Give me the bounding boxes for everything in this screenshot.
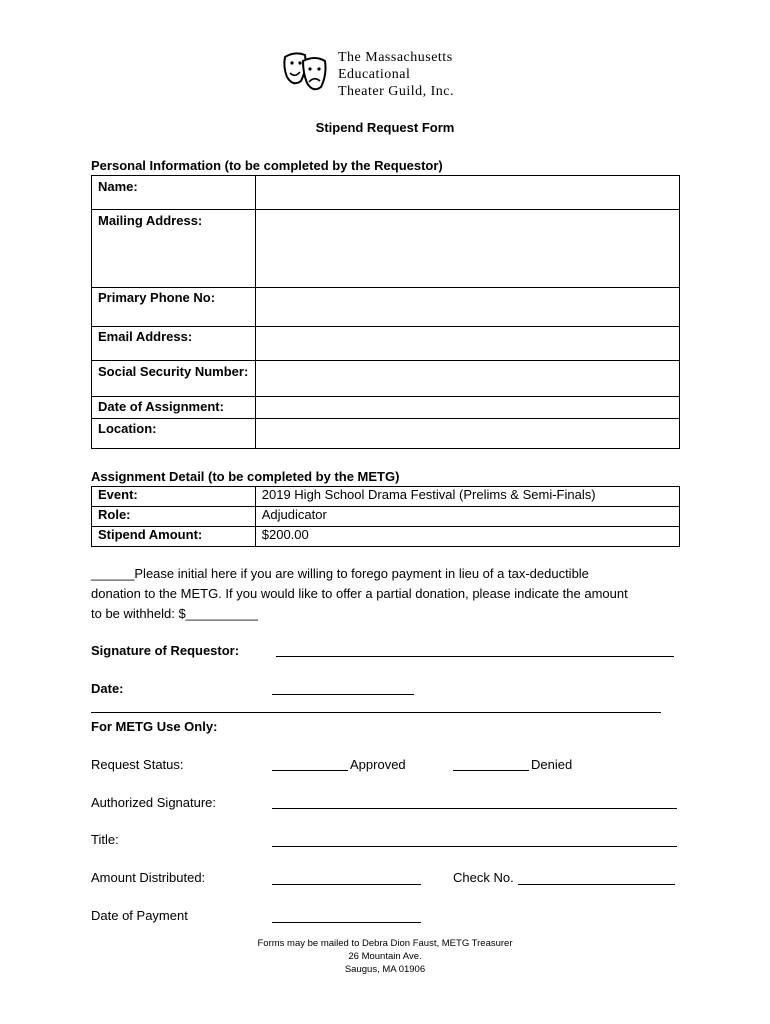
mailing-address-label: Mailing Address:	[92, 210, 256, 288]
ssn-field[interactable]	[255, 361, 679, 397]
table-row	[92, 527, 680, 547]
primary-phone-field[interactable]	[255, 288, 679, 327]
signature-line[interactable]	[276, 656, 674, 657]
name-field[interactable]	[255, 176, 679, 210]
stipend-amount-label: Stipend Amount:	[92, 527, 256, 547]
footer-street: 26 Mountain Ave.	[348, 951, 422, 962]
mailing-address-field[interactable]	[255, 210, 679, 288]
table-row	[92, 419, 680, 449]
signature-label: Signature of Requestor:	[91, 643, 240, 658]
primary-phone-label: Primary Phone No:	[92, 288, 256, 327]
title-line[interactable]	[272, 846, 677, 847]
metg-use-heading: For METG Use Only:	[91, 719, 218, 734]
donation-line-3: to be withheld: $__________	[91, 606, 258, 621]
authorized-signature-line[interactable]	[272, 808, 677, 809]
check-no-label: Check No.	[453, 870, 514, 885]
date-of-assignment-label: Date of Assignment:	[92, 397, 256, 419]
amount-distributed-label: Amount Distributed:	[91, 870, 206, 885]
personal-info-heading: Personal Information (to be completed by the Requestor)	[91, 158, 443, 173]
date-of-assignment-field[interactable]	[255, 397, 679, 419]
table-row	[92, 327, 680, 361]
footer-mail-to: Forms may be mailed to Debra Dion Faust, METG Treasurer	[257, 938, 513, 949]
assignment-detail-heading: Assignment Detail (to be completed by the METG)	[91, 469, 400, 484]
authorized-signature-label: Authorized Signature:	[91, 795, 217, 810]
title-label: Title:	[91, 832, 119, 847]
request-status-label: Request Status:	[91, 757, 184, 772]
event-value: 2019 High School Drama Festival (Prelims & Semi-Finals)	[255, 487, 679, 507]
date-label: Date:	[91, 681, 124, 696]
location-field[interactable]	[255, 419, 679, 449]
role-value: Adjudicator	[255, 507, 679, 527]
email-address-field[interactable]	[255, 327, 679, 361]
date-line[interactable]	[272, 694, 414, 695]
stipend-amount-value: $200.00	[255, 527, 679, 547]
table-row	[92, 176, 680, 210]
table-row	[92, 288, 680, 327]
email-address-label: Email Address:	[92, 327, 256, 361]
assignment-detail-table	[91, 486, 680, 547]
ssn-label: Social Security Number:	[92, 361, 256, 397]
denied-line[interactable]	[453, 770, 529, 771]
form-title: Stipend Request Form	[315, 120, 455, 135]
org-name-line2: Educational	[338, 67, 411, 82]
approved-line[interactable]	[272, 770, 348, 771]
section-divider	[91, 712, 661, 713]
table-row	[92, 361, 680, 397]
location-label: Location:	[92, 419, 256, 449]
check-no-line[interactable]	[518, 884, 675, 885]
donation-line-2: donation to the METG. If you would like to offer a partial donation, please indicate the amount	[91, 586, 628, 601]
amount-distributed-line[interactable]	[272, 884, 421, 885]
date-of-payment-line[interactable]	[272, 922, 421, 923]
org-name-line1: The Massachusetts	[338, 50, 453, 65]
table-row	[92, 507, 680, 527]
org-name-line3: Theater Guild, Inc.	[338, 84, 455, 99]
table-row	[92, 210, 680, 288]
denied-label: Denied	[531, 757, 573, 772]
table-row	[92, 487, 680, 507]
table-row	[92, 397, 680, 419]
name-label: Name:	[92, 176, 256, 210]
date-of-payment-label: Date of Payment	[91, 908, 188, 923]
footer-city: Saugus, MA 01906	[344, 964, 426, 975]
donation-line-1: ______Please initial here if you are willing to forego payment in lieu of a tax-deductible	[91, 566, 589, 581]
role-label: Role:	[92, 507, 256, 527]
theater-masks-logo-icon	[281, 47, 329, 97]
event-label: Event:	[92, 487, 256, 507]
approved-label: Approved	[350, 757, 406, 772]
personal-info-table	[91, 175, 680, 449]
